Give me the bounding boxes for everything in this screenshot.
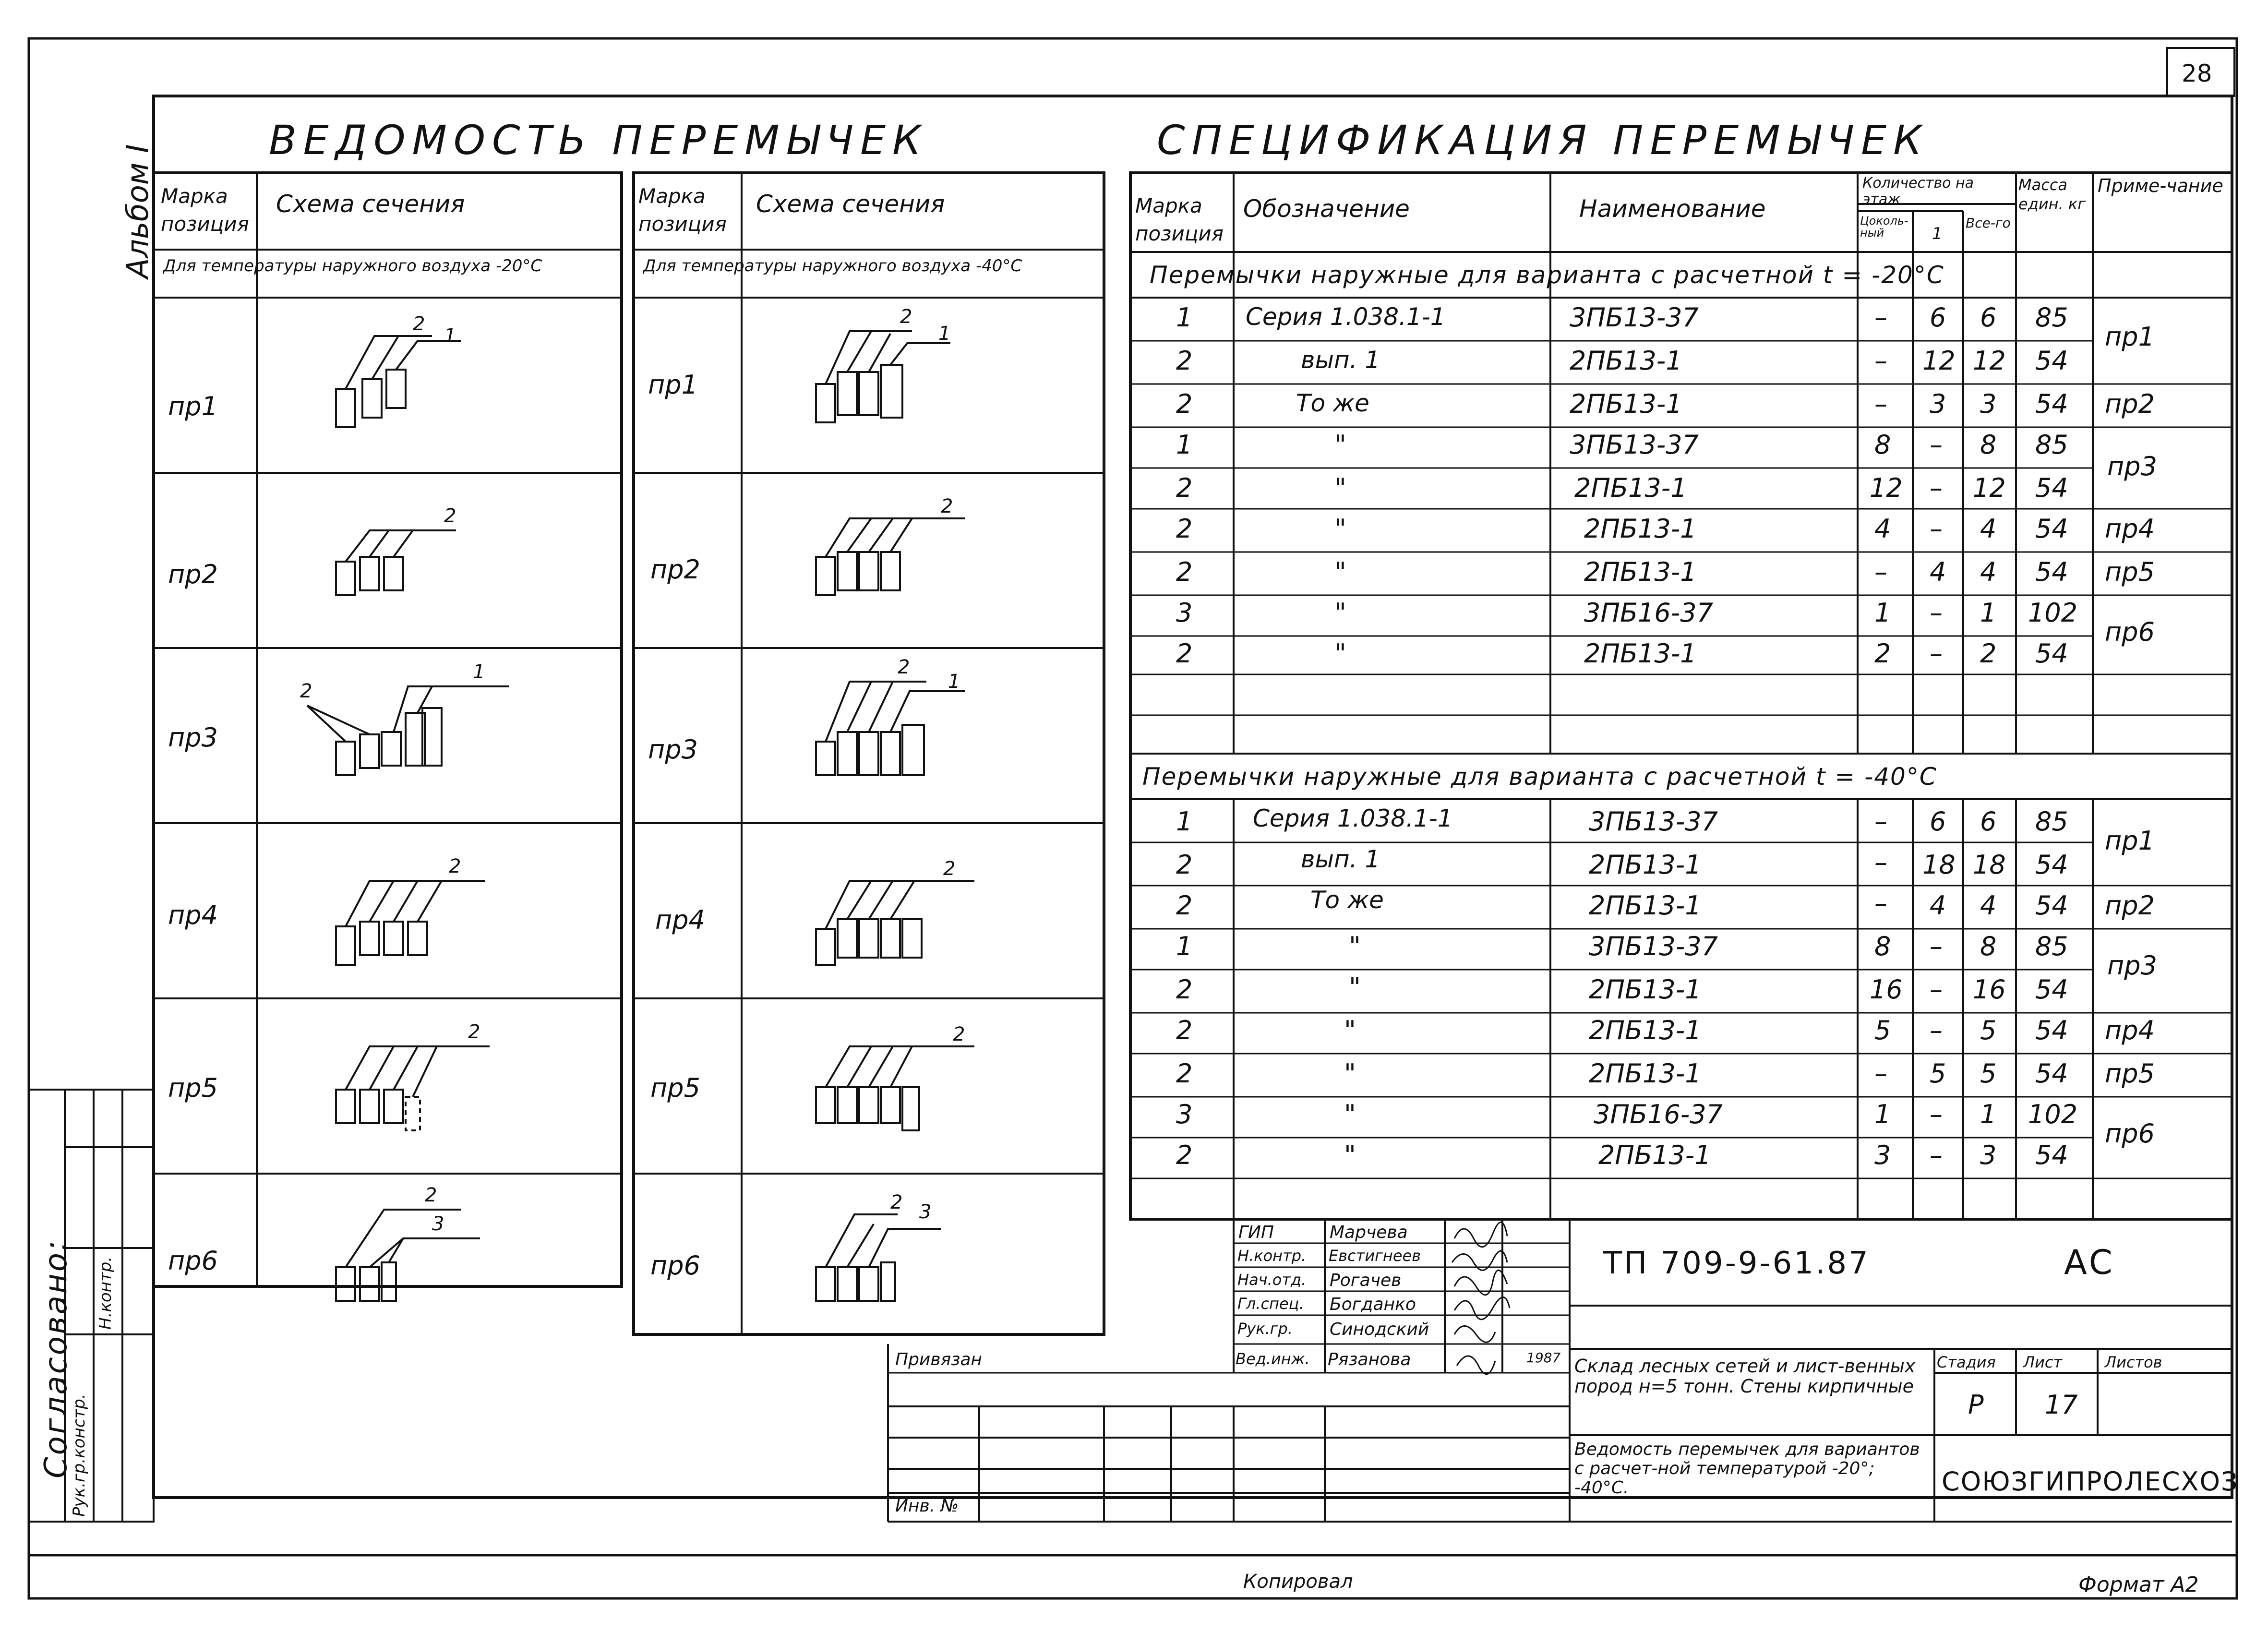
spec-name: 2ПБ13-1 — [1584, 514, 1697, 544]
spec-basement: – — [1874, 888, 1887, 918]
scheme-label: 2 — [941, 495, 953, 517]
spec-floor1: 12 — [1922, 346, 1956, 376]
spec-basement: – — [1874, 389, 1887, 419]
spec-note: пр6 — [2105, 1118, 2155, 1149]
spec-floor1: 6 — [1930, 302, 1946, 333]
spec-note: пр5 — [2105, 1058, 2155, 1089]
right-mark-pr4: пр4 — [655, 905, 705, 935]
scheme-label: 2 — [953, 1023, 965, 1045]
col-mark-header-2: Марка позиция — [638, 184, 727, 236]
spec-name: 2ПБ13-1 — [1574, 473, 1687, 503]
spec-basement: 8 — [1874, 430, 1891, 460]
spec-floor1-header: 1 — [1932, 224, 1943, 243]
schedule-left-heading: Для температуры наружного воздуха -20°С — [163, 256, 542, 276]
spec-basement: 4 — [1874, 514, 1891, 544]
spec-designation: То же — [1296, 389, 1369, 417]
spec-mass: 54 — [2035, 346, 2068, 376]
stamp-role: Нач.отд. — [1237, 1271, 1307, 1289]
spec-mass: 54 — [2035, 389, 2068, 419]
spec-basement: 2 — [1874, 638, 1891, 669]
spec-note: пр2 — [2105, 890, 2155, 921]
spec-floor1: – — [1930, 514, 1943, 544]
spec-pos: 2 — [1176, 514, 1193, 544]
stamp-year: 1987 — [1526, 1350, 1561, 1366]
spec-qty-header: Количество на этаж — [1862, 175, 1974, 208]
spec-all: 16 — [1973, 974, 2006, 1005]
spec-name: 2ПБ13-1 — [1598, 1140, 1711, 1170]
scheme-label: 2 — [449, 855, 461, 877]
spec-basement: 1 — [1874, 1099, 1891, 1129]
stamp-stage: Р — [1968, 1390, 1984, 1420]
spec-note: пр4 — [2105, 1015, 2155, 1045]
privyazan-label: Привязан — [895, 1350, 982, 1369]
spec-designation-header: Обозначение — [1243, 195, 1410, 223]
spec-all: 12 — [1973, 473, 2006, 503]
spec-floor1: – — [1930, 638, 1943, 669]
scheme-label: 1 — [948, 671, 960, 693]
spec-floor1: – — [1930, 931, 1943, 961]
right-mark-pr6: пр6 — [650, 1250, 700, 1281]
spec-designation: " — [1334, 473, 1346, 503]
stamp-sheet-label: Лист — [2023, 1353, 2063, 1371]
stamp-person: Марчева — [1330, 1223, 1408, 1242]
agreed-col-1: Рук.гр.констр. — [70, 1393, 89, 1517]
col-mark-header: Марка позиция — [161, 184, 249, 236]
spec-floor1: – — [1930, 1015, 1943, 1045]
spec-note: пр1 — [2105, 322, 2155, 352]
spec-note: пр4 — [2105, 514, 2155, 544]
scheme-label: 1 — [444, 325, 456, 347]
spec-floor1: 5 — [1930, 1058, 1946, 1089]
scheme-label: 3 — [919, 1201, 932, 1223]
stamp-role: Н.контр. — [1237, 1247, 1307, 1265]
spec-basement: – — [1874, 1058, 1887, 1089]
agreed-label: Согласовано: — [38, 1238, 74, 1478]
spec-basement: – — [1874, 302, 1887, 333]
spec-all: 8 — [1980, 931, 1997, 961]
left-mark-pr5: пр5 — [168, 1073, 218, 1103]
spec-name: 2ПБ13-1 — [1589, 1015, 1702, 1045]
spec-designation: То же — [1310, 886, 1384, 914]
spec-designation: " — [1349, 972, 1361, 1002]
spec-basement: – — [1874, 806, 1887, 837]
spec-floor1: – — [1930, 974, 1943, 1005]
spec-designation: " — [1334, 638, 1346, 669]
spec-floor1: 3 — [1930, 389, 1946, 419]
spec-floor1: 6 — [1930, 806, 1946, 837]
stamp-organization: СОЮЗГИПРОЛЕСХОЗ — [1942, 1466, 2239, 1497]
spec-section1-title: Перемычки наружные для варианта с расчетной t = -20°С — [1150, 261, 1944, 289]
left-mark-pr6: пр6 — [168, 1246, 218, 1276]
left-mark-pr2: пр2 — [168, 559, 218, 589]
spec-section2-title: Перемычки наружные для варианта с расчетной t = -40°С — [1142, 763, 1937, 791]
left-mark-pr3: пр3 — [168, 722, 218, 753]
spec-name: 2ПБ13-1 — [1570, 389, 1682, 419]
spec-floor1: – — [1930, 430, 1943, 460]
sheet-number: 28 — [2182, 60, 2212, 87]
spec-basement: 1 — [1874, 598, 1891, 628]
schedule-right-heading: Для температуры наружного воздуха -40°С — [643, 256, 1022, 276]
spec-pos: 3 — [1176, 598, 1193, 628]
spec-all: 8 — [1980, 430, 1997, 460]
spec-floor1: – — [1930, 598, 1943, 628]
spec-pos: 2 — [1176, 346, 1193, 376]
spec-designation: " — [1344, 1140, 1356, 1170]
spec-note: пр3 — [2107, 451, 2157, 481]
spec-all: 2 — [1980, 638, 1997, 669]
spec-all: 18 — [1973, 850, 2006, 880]
spec-pos: 2 — [1176, 890, 1193, 921]
spec-mass-header: Масса един. кг — [2018, 176, 2086, 213]
spec-pos: 3 — [1176, 1099, 1193, 1129]
spec-mass: 54 — [2035, 1015, 2068, 1045]
spec-pos: 1 — [1176, 806, 1193, 837]
spec-basement-header: Цоколь-ный — [1860, 214, 1908, 240]
spec-mass: 85 — [2035, 302, 2068, 333]
spec-pos: 2 — [1176, 557, 1193, 587]
spec-mass: 54 — [2035, 850, 2068, 880]
stamp-person: Богданко — [1330, 1295, 1416, 1314]
spec-note: пр6 — [2105, 617, 2155, 647]
scheme-label: 3 — [432, 1213, 444, 1235]
footer-format: Формат А2 — [2078, 1572, 2199, 1597]
spec-all: 3 — [1980, 389, 1997, 419]
scheme-label: 1 — [938, 323, 951, 345]
spec-pos: 2 — [1176, 850, 1193, 880]
right-mark-pr1: пр1 — [648, 370, 698, 400]
album-label: Альбом I — [120, 144, 155, 278]
spec-floor1: – — [1930, 1140, 1943, 1170]
spec-pos: 2 — [1176, 1140, 1193, 1170]
spec-all-header: Все-го — [1966, 215, 2011, 231]
spec-designation: " — [1344, 1058, 1356, 1089]
spec-floor1: 18 — [1922, 850, 1956, 880]
scheme-label: 2 — [413, 313, 425, 335]
spec-basement: 3 — [1874, 1140, 1891, 1170]
scheme-label: 2 — [890, 1191, 903, 1213]
spec-mass: 54 — [2035, 1140, 2068, 1170]
spec-name: 3ПБ16-37 — [1594, 1099, 1723, 1129]
spec-pos: 2 — [1176, 389, 1193, 419]
spec-designation: " — [1344, 1099, 1356, 1129]
scheme-label: 2 — [444, 505, 456, 527]
spec-all: 3 — [1980, 1140, 1997, 1170]
spec-name: 3ПБ13-37 — [1589, 931, 1718, 961]
spec-pos: 1 — [1176, 430, 1193, 460]
spec-name: 3ПБ13-37 — [1589, 806, 1718, 837]
spec-designation: " — [1334, 514, 1346, 544]
spec-designation: " — [1344, 1015, 1356, 1045]
col-scheme-header-2: Схема сечения — [756, 190, 945, 218]
scheme-label: 2 — [900, 306, 912, 328]
left-mark-pr4: пр4 — [168, 900, 218, 930]
spec-name: 3ПБ13-37 — [1570, 302, 1699, 333]
spec-mass: 54 — [2035, 557, 2068, 587]
spec-name: 2ПБ13-1 — [1584, 557, 1697, 587]
spec-designation: вып. 1 — [1301, 346, 1380, 374]
schedule-title: ВЕДОМОСТЬ ПЕРЕМЫЧЕК — [269, 117, 928, 164]
spec-note: пр1 — [2105, 826, 2155, 856]
spec-basement: 12 — [1870, 473, 1903, 503]
spec-all: 12 — [1973, 346, 2006, 376]
spec-basement: – — [1874, 346, 1887, 376]
left-mark-pr1: пр1 — [168, 391, 218, 421]
scheme-label: 2 — [943, 858, 956, 880]
scheme-label: 2 — [468, 1021, 480, 1043]
spec-mass: 85 — [2035, 430, 2068, 460]
spec-all: 5 — [1980, 1058, 1997, 1089]
inv-number-label: Инв. № — [895, 1496, 959, 1516]
scheme-label: 1 — [473, 661, 485, 683]
spec-name: 3ПБ13-37 — [1570, 430, 1699, 460]
stamp-role: Рук.гр. — [1237, 1320, 1293, 1338]
spec-mark-header: Марка позиция — [1135, 194, 1224, 245]
stamp-sheet: 17 — [2045, 1390, 2078, 1420]
spec-all: 4 — [1980, 557, 1997, 587]
stamp-stage-label: Стадия — [1937, 1353, 1996, 1371]
spec-mass: 54 — [2035, 473, 2068, 503]
spec-designation: " — [1349, 931, 1361, 961]
spec-all: 5 — [1980, 1015, 1997, 1045]
spec-name: 2ПБ13-1 — [1584, 638, 1697, 669]
spec-floor1: – — [1930, 1099, 1943, 1129]
spec-pos: 2 — [1176, 638, 1193, 669]
spec-all: 6 — [1980, 806, 1997, 837]
spec-mass: 102 — [2028, 1099, 2078, 1129]
stamp-person: Синодский — [1330, 1320, 1429, 1339]
spec-mass: 102 — [2028, 598, 2078, 628]
spec-all: 6 — [1980, 302, 1997, 333]
scheme-label: 2 — [300, 680, 312, 702]
spec-mass: 54 — [2035, 514, 2068, 544]
spec-name: 2ПБ13-1 — [1589, 974, 1702, 1005]
spec-designation: " — [1334, 598, 1346, 628]
stamp-person: Рязанова — [1328, 1350, 1411, 1369]
spec-floor1: – — [1930, 473, 1943, 503]
footer-copied: Копировал — [1243, 1571, 1353, 1593]
spec-name: 2ПБ13-1 — [1589, 890, 1702, 921]
spec-basement: 5 — [1874, 1015, 1891, 1045]
spec-note: пр2 — [2105, 389, 2155, 419]
stamp-role: ГИП — [1238, 1223, 1274, 1242]
spec-title: СПЕЦИФИКАЦИЯ ПЕРЕМЫЧЕК — [1157, 117, 1929, 164]
right-mark-pr3: пр3 — [648, 734, 698, 765]
stamp-role: Вед.инж. — [1236, 1350, 1310, 1368]
stamp-sheet-title: Ведомость перемычек для вариантов с расчет-ной температурой -20°; -40°С. — [1574, 1440, 1920, 1498]
spec-all: 4 — [1980, 514, 1997, 544]
spec-pos: 2 — [1176, 1058, 1193, 1089]
stamp-document-code: ТП 709-9-61.87 — [1603, 1246, 1870, 1281]
spec-pos: 2 — [1176, 974, 1193, 1005]
spec-name-header: Наименование — [1579, 195, 1766, 223]
scheme-label: 2 — [898, 656, 910, 678]
stamp-project-title: Склад лесных сетей и лист-венных пород н=5 тонн. Стены кирпичные — [1574, 1356, 1916, 1397]
spec-all: 1 — [1980, 1099, 1997, 1129]
spec-mass: 54 — [2035, 638, 2068, 669]
spec-designation: " — [1334, 430, 1346, 460]
spec-name: 2ПБ13-1 — [1589, 850, 1702, 880]
spec-note: пр5 — [2105, 557, 2155, 587]
stamp-mark: АС — [2064, 1243, 2114, 1282]
spec-designation: Серия 1.038.1-1 — [1253, 804, 1453, 832]
spec-floor1: 4 — [1930, 557, 1946, 587]
stamp-person: Рогачев — [1330, 1271, 1402, 1290]
right-mark-pr2: пр2 — [650, 554, 700, 585]
spec-pos: 2 — [1176, 473, 1193, 503]
spec-designation: вып. 1 — [1301, 845, 1380, 873]
spec-mass: 54 — [2035, 1058, 2068, 1089]
spec-note: пр3 — [2107, 950, 2157, 981]
spec-note-header: Приме-чание — [2098, 175, 2223, 196]
spec-pos: 2 — [1176, 1015, 1193, 1045]
spec-basement: 16 — [1870, 974, 1903, 1005]
spec-basement: – — [1874, 847, 1887, 877]
spec-mass: 54 — [2035, 974, 2068, 1005]
scheme-label: 2 — [425, 1184, 437, 1206]
spec-mass: 54 — [2035, 890, 2068, 921]
spec-name: 2ПБ13-1 — [1570, 346, 1682, 376]
spec-basement: 8 — [1874, 931, 1891, 961]
agreed-col-2: Н.контр. — [96, 1256, 115, 1330]
stamp-role: Гл.спец. — [1237, 1295, 1304, 1313]
spec-mass: 85 — [2035, 806, 2068, 837]
spec-mass: 85 — [2035, 931, 2068, 961]
spec-designation: " — [1334, 557, 1346, 587]
spec-pos: 1 — [1176, 931, 1193, 961]
spec-all: 4 — [1980, 890, 1997, 921]
spec-floor1: 4 — [1930, 890, 1946, 921]
stamp-person: Евстигнеев — [1329, 1247, 1421, 1265]
spec-name: 2ПБ13-1 — [1589, 1058, 1702, 1089]
col-scheme-header: Схема сечения — [276, 190, 465, 218]
stamp-sheets-label: Листов — [2105, 1353, 2162, 1371]
spec-designation: Серия 1.038.1-1 — [1246, 303, 1446, 331]
right-mark-pr5: пр5 — [650, 1073, 700, 1103]
spec-name: 3ПБ16-37 — [1584, 598, 1713, 628]
spec-all: 1 — [1980, 598, 1997, 628]
spec-basement: – — [1874, 557, 1887, 587]
spec-pos: 1 — [1176, 302, 1193, 333]
